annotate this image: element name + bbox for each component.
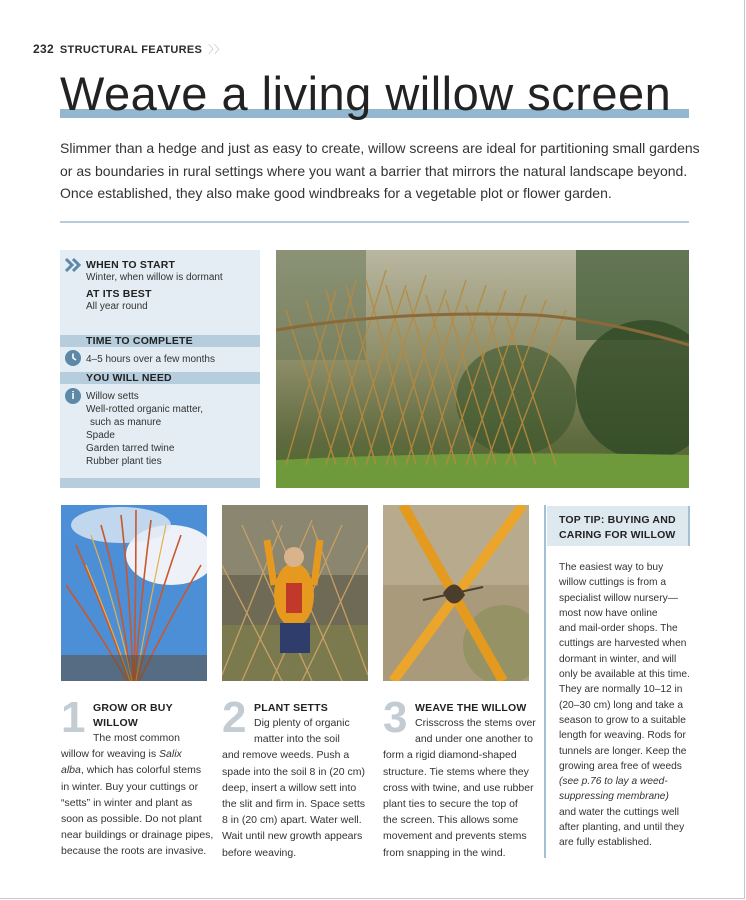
info-icon: i [65, 388, 81, 404]
step-body: Crisscross the stems over and under one another to form a rigid diamond-shaped structure. Tie stems where they cross with twine, and use rubber plant ties to secure the top of the screen. This allows some movement and prevents stems from snapping in the wind. [383, 717, 536, 859]
time-to-complete-label: TIME TO COMPLETE [86, 335, 193, 347]
section-band [60, 478, 260, 488]
step-2-photo [222, 505, 368, 681]
when-to-start-label: WHEN TO START [86, 259, 176, 271]
step-number: 1 [61, 693, 86, 742]
running-header [33, 41, 225, 57]
list-item: Rubber plant ties [86, 456, 162, 467]
you-will-need-label: YOU WILL NEED [86, 372, 172, 384]
body-line-italic: willow for weaving is Salix [61, 748, 182, 761]
double-chevron-icon [64, 257, 82, 273]
step-heading: PLANT SETTS [254, 702, 328, 714]
willow-screen-photo [276, 250, 689, 488]
at-its-best-value: All year round [86, 301, 148, 312]
divider [60, 221, 689, 223]
cross-reference: suppressing membrane) [559, 791, 669, 803]
step-heading: GROW OR BUY WILLOW [93, 702, 173, 729]
intro-paragraph: Slimmer than a hedge and just as easy to create, willow screens are ideal for partitioning small gardens or as boundaries in rural settings where you want a barrier that mirrors the natural landscape beyond. Once established, they also make good windbreaks for a vegetable plot or flower garden. [60, 140, 700, 201]
top-tip-heading: TOP TIP: BUYING AND CARING FOR WILLOW [547, 506, 690, 546]
step-number: 3 [383, 693, 408, 742]
page-number: 232 [33, 42, 54, 56]
step-number: 2 [222, 693, 247, 742]
step-body: The most common willow for weaving is Salix alba, which has colorful stems in winter. Buy your cuttings or “setts” in winter and plant as soon as possible. Do not plant near buildings or drainage pipes, because the roots are invasive. [61, 732, 214, 858]
list-item: Garden tarred twine [86, 443, 175, 454]
step-3-photo [383, 505, 529, 681]
top-tip-body: The easiest way to buy willow cuttings is from a specialist willow nursery— most now have online and mail-order shops. The cuttings are harvested when dormant in winter, and will only be available at this time. They are normally 10–12 in (20–30 cm) long and take a season to grow to a suitable length for weaving. Rods for tunnels are longer. Keep the growing area free of weeds (see p.76 to lay a weed- suppressing membrane) and water the cuttings well after planting, and until they are fully established. [559, 560, 694, 851]
tip-sidebar-rule [544, 505, 546, 858]
when-to-start-value: Winter, when willow is dormant [86, 272, 223, 283]
list-item: such as manure [90, 417, 162, 428]
time-to-complete-value: 4–5 hours over a few months [86, 354, 215, 365]
chevron-right-icon: 〉〉 [208, 44, 226, 56]
at-its-best-label: AT ITS BEST [86, 288, 152, 300]
page-title: Weave a living willow screen [60, 67, 672, 120]
section-name: STRUCTURAL FEATURES [59, 44, 203, 56]
list-item: Spade [86, 430, 115, 441]
clock-icon [65, 350, 81, 366]
list-item: Well-rotted organic matter, [86, 404, 204, 415]
tools-list [86, 390, 203, 468]
list-item: Willow setts [86, 391, 139, 402]
cross-reference: (see p.76 to lay a weed- [559, 776, 668, 788]
info-box [60, 250, 260, 488]
step-1-photo [61, 505, 207, 681]
step-body: Dig plenty of organic matter into the soil and remove weeds. Push a spade into the soil 8 in (20 cm) deep, insert a willow sett into the slit and firm in. Space setts 8 in (20 cm) apart. Water well. Wait until new growth appears before weaving. [222, 717, 365, 859]
step-heading: WEAVE THE WILLOW [415, 702, 527, 714]
